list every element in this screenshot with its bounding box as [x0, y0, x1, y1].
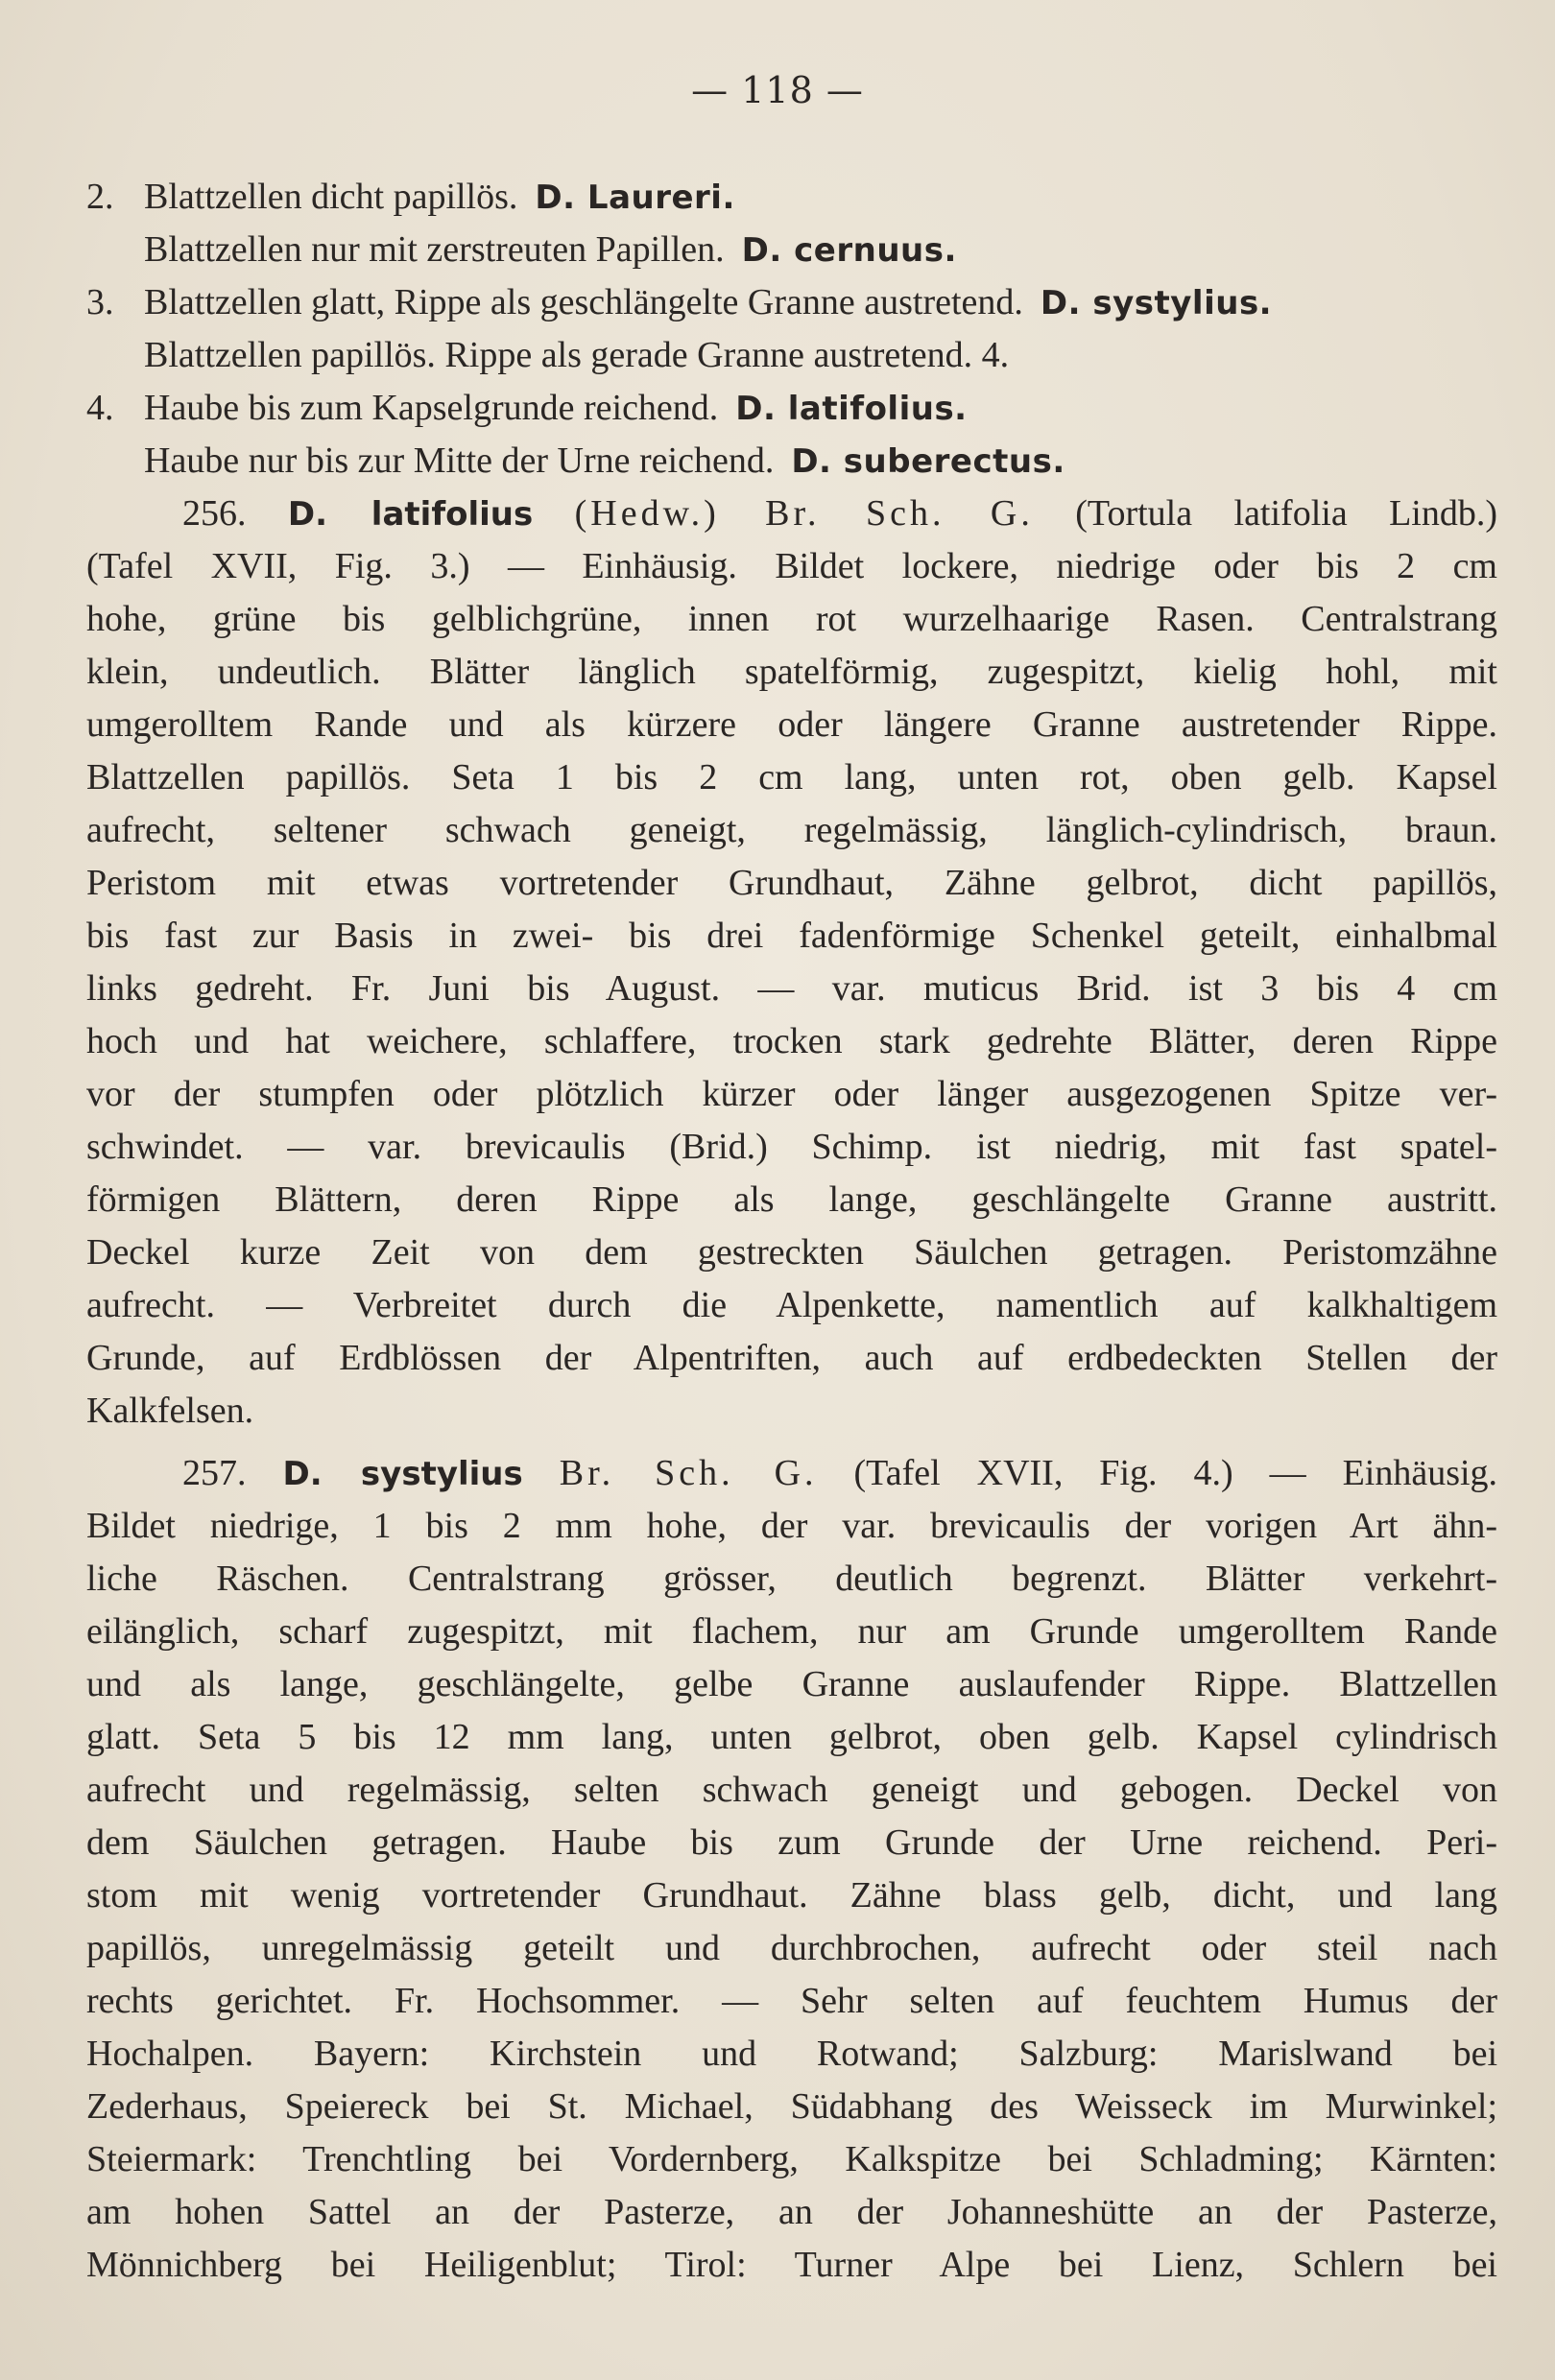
- species-author: (Hedw.) Br. Sch. G.: [574, 493, 1034, 534]
- text-line: links gedreht. Fr. Juni bis August. — var. muticus Brid. ist 3 bis 4 cm: [86, 968, 1497, 1009]
- text-line: aufrecht und regelmässig, selten schwach geneigt und gebogen. Deckel von: [86, 1770, 1497, 1810]
- entry-heading: [86, 1447, 1497, 1500]
- text-line: dem Säulchen getragen. Haube bis zum Grunde der Urne reichend. Peri-: [86, 1822, 1497, 1863]
- text-line: Grunde, auf Erdblössen der Alpentriften, auch auf erdbedeckten Stellen der: [86, 1338, 1497, 1378]
- key-line: [86, 329, 1497, 382]
- text-line: hohe, grüne bis gelblichgrüne, innen rot wurzelhaarige Rasen. Centralstrang: [86, 599, 1497, 639]
- key-number: 3.: [86, 282, 114, 322]
- key-species: D. systylius.: [1040, 284, 1273, 322]
- key-text: Blattzellen glatt, Rippe als geschlängelte Granne austretend.: [144, 282, 1023, 322]
- key-species: D. Laureri.: [535, 178, 735, 217]
- text-line: stom mit wenig vortretender Grundhaut. Zähne blass gelb, dicht, und lang: [86, 1875, 1497, 1916]
- entry-text: (Tafel XVII, Fig. 4.) — Einhäusig.: [853, 1453, 1498, 1493]
- text-line: papillös, unregelmässig geteilt und durchbrochen, aufrecht oder steil nach: [86, 1928, 1497, 1968]
- entry-heading: [86, 488, 1497, 540]
- text-line: (Tafel XVII, Fig. 3.) — Einhäusig. Bildet lockere, niedrige oder bis 2 cm: [86, 546, 1497, 586]
- text-line: Steiermark: Trenchtling bei Vordernberg, Kalkspitze bei Schladming; Kärnten:: [86, 2139, 1497, 2179]
- text-line: am hohen Sattel an der Pasterze, an der Johanneshütte an der Pasterze,: [86, 2192, 1497, 2232]
- species-author: Br. Sch. G.: [559, 1453, 818, 1493]
- key-text: Blattzellen nur mit zerstreuten Papillen.: [144, 229, 725, 270]
- species-synonym: (Tortula latifolia Lindb.): [1075, 493, 1498, 534]
- key-line: [86, 382, 1497, 435]
- species-entry-256: [86, 488, 1497, 1438]
- key-species: D. latifolius.: [735, 390, 968, 428]
- text-line: liche Räschen. Centralstrang grösser, deutlich begrenzt. Blätter verkehrt-: [86, 1559, 1497, 1599]
- text-line: Blattzellen papillös. Seta 1 bis 2 cm lang, unten rot, oben gelb. Kapsel: [86, 757, 1497, 797]
- text-line: Peristom mit etwas vortretender Grundhaut, Zähne gelbrot, dicht papillös,: [86, 863, 1497, 903]
- species-name: D. latifolius: [287, 495, 534, 534]
- key-species: D. cernuus.: [741, 231, 957, 270]
- key-line: [86, 224, 1497, 276]
- entry-number: 257.: [182, 1453, 247, 1493]
- text-line: eilänglich, scharf zugespitzt, mit flachem, nur am Grunde umgerolltem Rande: [86, 1611, 1497, 1652]
- text-line: Mönnichberg bei Heiligenblut; Tirol: Turner Alpe bei Lienz, Schlern bei: [86, 2245, 1497, 2285]
- text-line: Zederhaus, Speiereck bei St. Michael, Südabhang des Weisseck im Murwinkel;: [86, 2086, 1497, 2127]
- text-line: aufrecht. — Verbreitet durch die Alpenkette, namentlich auf kalkhaltigem: [86, 1285, 1497, 1325]
- text-line: rechts gerichtet. Fr. Hochsommer. — Sehr selten auf feuchtem Humus der: [86, 1981, 1497, 2021]
- species-entry-257: [86, 1447, 1497, 2292]
- text-line: schwindet. — var. brevicaulis (Brid.) Schimp. ist niedrig, mit fast spatel-: [86, 1127, 1497, 1167]
- key-text: Haube bis zum Kapselgrunde reichend.: [144, 388, 719, 428]
- text-line: umgerolltem Rande und als kürzere oder längere Granne austretender Rippe.: [86, 704, 1497, 745]
- text-line: hoch und hat weichere, schlaffere, trocken stark gedrehte Blätter, deren Rippe: [86, 1021, 1497, 1061]
- key-line: [86, 171, 1497, 224]
- text-line: vor der stumpfen oder plötzlich kürzer oder länger ausgezogenen Spitze ver-: [86, 1074, 1497, 1114]
- text-line: Hochalpen. Bayern: Kirchstein und Rotwand; Salzburg: Marislwand bei: [86, 2034, 1497, 2074]
- text-line: bis fast zur Basis in zwei- bis drei fadenförmige Schenkel geteilt, einhalbmal: [86, 916, 1497, 956]
- key-line: [86, 276, 1497, 329]
- key-number: 4.: [86, 388, 114, 428]
- text-line: Bildet niedrige, 1 bis 2 mm hohe, der var. brevicaulis der vorigen Art ähn-: [86, 1506, 1497, 1546]
- key-line: [86, 435, 1497, 488]
- text-line: glatt. Seta 5 bis 12 mm lang, unten gelbrot, oben gelb. Kapsel cylindrisch: [86, 1717, 1497, 1757]
- text-line: aufrecht, seltener schwach geneigt, regelmässig, länglich-cylindrisch, braun.: [86, 810, 1497, 850]
- key-text: Haube nur bis zur Mitte der Urne reichend.: [144, 440, 775, 481]
- key-species: D. suberectus.: [791, 442, 1065, 481]
- key-number: 2.: [86, 177, 114, 217]
- text-line: und als lange, geschlängelte, gelbe Granne auslaufender Rippe. Blattzellen: [86, 1664, 1497, 1704]
- text-line: Kalkfelsen.: [86, 1391, 254, 1431]
- key-text: Blattzellen papillös. Rippe als gerade Granne austretend. 4.: [144, 335, 1010, 375]
- text-line: klein, undeutlich. Blätter länglich spatelförmig, zugespitzt, kielig hohl, mit: [86, 652, 1497, 692]
- key-text: Blattzellen dicht papillös.: [144, 177, 518, 217]
- entry-number: 256.: [182, 493, 247, 534]
- text-line: Deckel kurze Zeit von dem gestreckten Säulchen getragen. Peristomzähne: [86, 1232, 1497, 1273]
- page-number: — 118 —: [691, 69, 864, 111]
- text-line: förmigen Blättern, deren Rippe als lange, geschlängelte Granne austritt.: [86, 1179, 1497, 1220]
- identification-key: [86, 171, 1497, 488]
- species-name: D. systylius: [282, 1455, 523, 1493]
